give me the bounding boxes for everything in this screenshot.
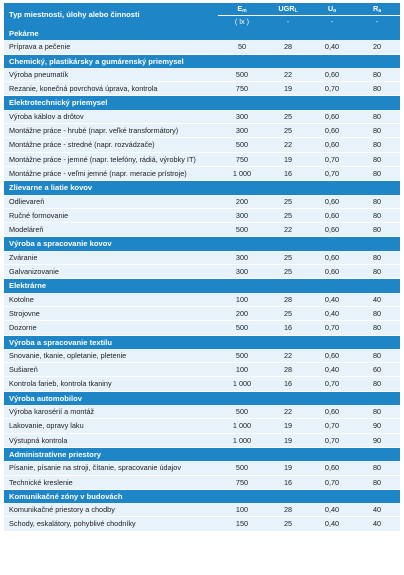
- cell-name: Montážne práce - stredné (napr. rozvádzače): [4, 138, 218, 152]
- cell-uniformity: 0,70: [310, 166, 354, 180]
- category-title: Výroba a spracovanie kovov: [4, 237, 400, 251]
- cell-uniformity: 0,70: [310, 152, 354, 166]
- cell-uniformity: 0,60: [310, 124, 354, 138]
- cell-glare: 22: [266, 223, 310, 237]
- cell-color-rendering: 80: [354, 265, 400, 279]
- cell-uniformity: 0,40: [310, 517, 354, 531]
- category-title: Chemický, plastikársky a gumárenský priemysel: [4, 54, 400, 68]
- table-row: [4, 321, 400, 335]
- cell-glare: 16: [266, 166, 310, 180]
- cell-glare: 25: [266, 265, 310, 279]
- table-row: [4, 433, 400, 447]
- unit-illuminance: ( lx ): [218, 16, 266, 28]
- cell-name: Montážne práce - hrubé (napr. veľké transformátory): [4, 124, 218, 138]
- cell-color-rendering: 80: [354, 124, 400, 138]
- table-row: [4, 363, 400, 377]
- cell-glare: 16: [266, 377, 310, 391]
- cell-color-rendering: 40: [354, 503, 400, 517]
- table-row: [4, 208, 400, 222]
- category-row: [4, 181, 400, 195]
- cell-name: Výstupná kontrola: [4, 433, 218, 447]
- cell-illuminance: 500: [218, 405, 266, 419]
- cell-name: Galvanizovanie: [4, 265, 218, 279]
- cell-color-rendering: 80: [354, 251, 400, 265]
- table-row: [4, 265, 400, 279]
- cell-color-rendering: 80: [354, 306, 400, 320]
- cell-uniformity: 0,60: [310, 68, 354, 82]
- cell-uniformity: 0,40: [310, 40, 354, 54]
- cell-glare: 19: [266, 82, 310, 96]
- cell-illuminance: 100: [218, 293, 266, 307]
- cell-name: Snovanie, tkanie, opletanie, pletenie: [4, 349, 218, 363]
- cell-glare: 28: [266, 363, 310, 377]
- header-uniformity: $U_o$: [310, 3, 354, 16]
- category-row: [4, 391, 400, 405]
- cell-uniformity: 0,70: [310, 321, 354, 335]
- cell-uniformity: 0,70: [310, 82, 354, 96]
- cell-color-rendering: 40: [354, 517, 400, 531]
- cell-uniformity: 0,40: [310, 503, 354, 517]
- cell-uniformity: 0,70: [310, 419, 354, 433]
- category-row: [4, 279, 400, 293]
- cell-uniformity: 0,60: [310, 110, 354, 124]
- cell-name: Technické kreslenie: [4, 475, 218, 489]
- cell-illuminance: 500: [218, 138, 266, 152]
- table-row: [4, 503, 400, 517]
- category-title: Pekárne: [4, 27, 400, 40]
- table-row: [4, 40, 400, 54]
- cell-uniformity: 0,60: [310, 251, 354, 265]
- table-row: [4, 223, 400, 237]
- cell-illuminance: 1 000: [218, 166, 266, 180]
- cell-uniformity: 0,60: [310, 208, 354, 222]
- cell-illuminance: 1 000: [218, 433, 266, 447]
- table-row: [4, 306, 400, 320]
- cell-uniformity: 0,60: [310, 265, 354, 279]
- cell-name: Modeláreň: [4, 223, 218, 237]
- cell-color-rendering: 80: [354, 461, 400, 475]
- cell-glare: 25: [266, 251, 310, 265]
- cell-name: Kotolne: [4, 293, 218, 307]
- unit-color-rendering: -: [354, 16, 400, 28]
- table-row: [4, 419, 400, 433]
- cell-color-rendering: 80: [354, 208, 400, 222]
- table-header: [4, 3, 400, 27]
- category-row: [4, 489, 400, 503]
- table-row: [4, 138, 400, 152]
- cell-illuminance: 500: [218, 321, 266, 335]
- cell-name: Odlievareň: [4, 195, 218, 209]
- cell-color-rendering: 90: [354, 419, 400, 433]
- cell-glare: 28: [266, 40, 310, 54]
- cell-uniformity: 0,60: [310, 405, 354, 419]
- cell-illuminance: 750: [218, 152, 266, 166]
- table-row: [4, 475, 400, 489]
- table-row: [4, 461, 400, 475]
- cell-glare: 25: [266, 306, 310, 320]
- cell-glare: 25: [266, 517, 310, 531]
- cell-name: Strojovne: [4, 306, 218, 320]
- cell-illuminance: 500: [218, 461, 266, 475]
- cell-name: Rezanie, konečná povrchová úprava, kontrola: [4, 82, 218, 96]
- cell-name: Schody, eskalátory, pohyblivé chodníky: [4, 517, 218, 531]
- table-row: [4, 82, 400, 96]
- cell-color-rendering: 20: [354, 40, 400, 54]
- cell-name: Komunikačné priestory a chodby: [4, 503, 218, 517]
- category-title: Zlievarne a liatie kovov: [4, 181, 400, 195]
- table-row: [4, 110, 400, 124]
- category-title: Administratívne priestory: [4, 447, 400, 461]
- cell-color-rendering: 80: [354, 321, 400, 335]
- cell-name: Kontrola farieb, kontrola tkaniny: [4, 377, 218, 391]
- cell-illuminance: 1 000: [218, 377, 266, 391]
- table-row: [4, 405, 400, 419]
- cell-illuminance: 300: [218, 251, 266, 265]
- cell-uniformity: 0,70: [310, 433, 354, 447]
- header-room-type: Typ miestnosti, úlohy alebo činnosti: [4, 3, 218, 27]
- category-row: [4, 447, 400, 461]
- cell-illuminance: 1 000: [218, 419, 266, 433]
- table-row: [4, 68, 400, 82]
- table-row: [4, 349, 400, 363]
- lighting-requirements-table-container: [4, 3, 400, 532]
- cell-name: Výroba karosérií a montáž: [4, 405, 218, 419]
- cell-illuminance: 500: [218, 349, 266, 363]
- cell-illuminance: 300: [218, 265, 266, 279]
- cell-name: Ručné formovanie: [4, 208, 218, 222]
- header-glare-rating: $UGR_L$: [266, 3, 310, 16]
- table-row: [4, 517, 400, 531]
- lighting-requirements-table: [4, 3, 400, 532]
- cell-uniformity: 0,60: [310, 138, 354, 152]
- cell-uniformity: 0,40: [310, 363, 354, 377]
- cell-color-rendering: 80: [354, 195, 400, 209]
- cell-name: Dozorne: [4, 321, 218, 335]
- table-row: [4, 195, 400, 209]
- cell-illuminance: 200: [218, 306, 266, 320]
- cell-color-rendering: 80: [354, 82, 400, 96]
- cell-glare: 25: [266, 124, 310, 138]
- table-row: [4, 152, 400, 166]
- category-row: [4, 335, 400, 349]
- category-title: Výroba automobilov: [4, 391, 400, 405]
- cell-illuminance: 750: [218, 82, 266, 96]
- cell-illuminance: 750: [218, 475, 266, 489]
- cell-name: Písanie, písanie na stroji, čítanie, spracovanie údajov: [4, 461, 218, 475]
- cell-color-rendering: 80: [354, 349, 400, 363]
- cell-color-rendering: 40: [354, 293, 400, 307]
- cell-name: Lakovanie, opravy laku: [4, 419, 218, 433]
- cell-illuminance: 100: [218, 503, 266, 517]
- category-row: [4, 237, 400, 251]
- cell-illuminance: 200: [218, 195, 266, 209]
- table-row: [4, 251, 400, 265]
- cell-name: Príprava a pečenie: [4, 40, 218, 54]
- table-body: [4, 27, 400, 531]
- cell-glare: 25: [266, 208, 310, 222]
- header-color-rendering: $R_a$: [354, 3, 400, 16]
- cell-glare: 19: [266, 152, 310, 166]
- category-title: Elektrotechnický priemysel: [4, 96, 400, 110]
- cell-glare: 19: [266, 433, 310, 447]
- table-row: [4, 293, 400, 307]
- cell-glare: 19: [266, 461, 310, 475]
- cell-glare: 22: [266, 405, 310, 419]
- cell-glare: 16: [266, 321, 310, 335]
- cell-color-rendering: 80: [354, 166, 400, 180]
- cell-illuminance: 500: [218, 223, 266, 237]
- category-row: [4, 54, 400, 68]
- cell-illuminance: 50: [218, 40, 266, 54]
- cell-uniformity: 0,40: [310, 306, 354, 320]
- cell-illuminance: 100: [218, 363, 266, 377]
- cell-uniformity: 0,70: [310, 377, 354, 391]
- cell-illuminance: 500: [218, 68, 266, 82]
- category-row: [4, 96, 400, 110]
- cell-color-rendering: 80: [354, 475, 400, 489]
- cell-uniformity: 0,40: [310, 293, 354, 307]
- category-title: Komunikačné zóny v budovách: [4, 489, 400, 503]
- cell-glare: 22: [266, 349, 310, 363]
- cell-color-rendering: 80: [354, 68, 400, 82]
- cell-glare: 19: [266, 419, 310, 433]
- unit-uniformity: -: [310, 16, 354, 28]
- cell-uniformity: 0,70: [310, 475, 354, 489]
- cell-color-rendering: 60: [354, 363, 400, 377]
- cell-name: Montážne práce - veľmi jemné (napr. meracie prístroje): [4, 166, 218, 180]
- cell-uniformity: 0,60: [310, 223, 354, 237]
- cell-color-rendering: 80: [354, 110, 400, 124]
- cell-uniformity: 0,60: [310, 349, 354, 363]
- cell-uniformity: 0,60: [310, 461, 354, 475]
- header-illuminance: $E_m$: [218, 3, 266, 16]
- unit-glare-rating: -: [266, 16, 310, 28]
- cell-glare: 28: [266, 293, 310, 307]
- cell-color-rendering: 80: [354, 377, 400, 391]
- cell-uniformity: 0,60: [310, 195, 354, 209]
- table-row: [4, 166, 400, 180]
- table-row: [4, 377, 400, 391]
- cell-glare: 22: [266, 68, 310, 82]
- cell-illuminance: 300: [218, 124, 266, 138]
- cell-name: Montážne práce - jemné (napr. telefóny, rádiá, výrobky IT): [4, 152, 218, 166]
- cell-color-rendering: 80: [354, 223, 400, 237]
- cell-color-rendering: 80: [354, 405, 400, 419]
- cell-glare: 22: [266, 138, 310, 152]
- cell-glare: 28: [266, 503, 310, 517]
- cell-color-rendering: 80: [354, 152, 400, 166]
- cell-color-rendering: 80: [354, 138, 400, 152]
- cell-name: Výroba káblov a drôtov: [4, 110, 218, 124]
- cell-glare: 25: [266, 110, 310, 124]
- category-row: [4, 27, 400, 40]
- cell-color-rendering: 90: [354, 433, 400, 447]
- cell-glare: 16: [266, 475, 310, 489]
- table-row: [4, 124, 400, 138]
- cell-name: Zváranie: [4, 251, 218, 265]
- cell-illuminance: 300: [218, 208, 266, 222]
- cell-illuminance: 150: [218, 517, 266, 531]
- category-title: Elektrárne: [4, 279, 400, 293]
- category-title: Výroba a spracovanie textilu: [4, 335, 400, 349]
- cell-glare: 25: [266, 195, 310, 209]
- cell-name: Výroba pneumatík: [4, 68, 218, 82]
- cell-illuminance: 300: [218, 110, 266, 124]
- cell-name: Sušiareň: [4, 363, 218, 377]
